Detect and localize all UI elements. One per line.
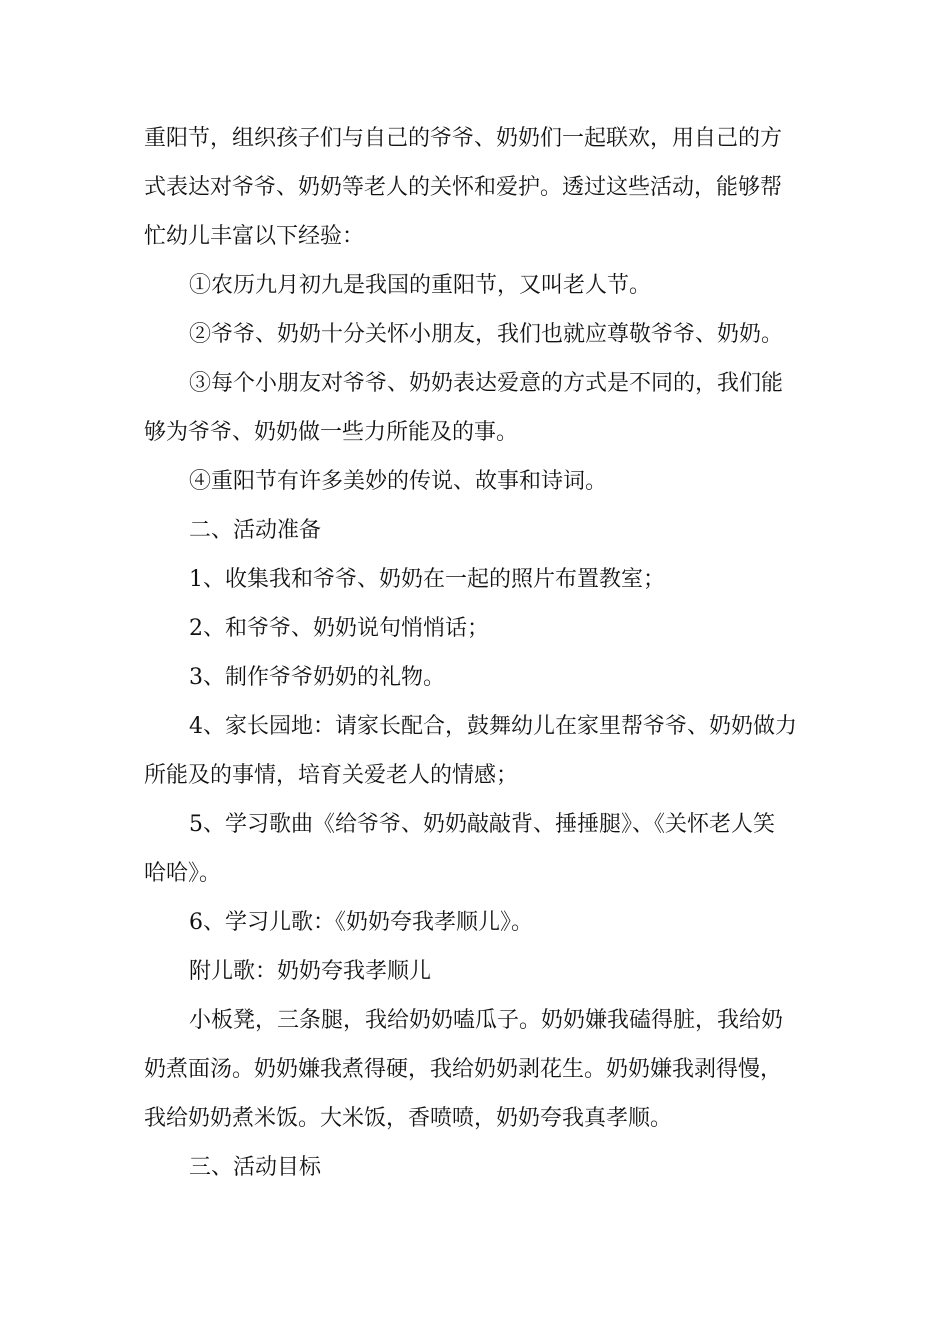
body-text-line: 所能及的事情，培育关爱老人的情感； — [144, 763, 519, 788]
body-text-line: 忙幼儿丰富以下经验： — [144, 224, 365, 249]
body-text-line: 哈哈》。 — [144, 861, 222, 886]
body-text-line: 式表达对爷爷、奶奶等老人的关怀和爱护。透过这些活动，能够帮 — [144, 175, 783, 200]
section-heading-preparation: 二、活动准备 — [189, 518, 322, 543]
preparation-item-6: 6、学习儿歌：《奶奶夸我孝顺儿》。 — [189, 910, 533, 935]
document-body — [144, 127, 814, 1205]
body-text-line: 够为爷爷、奶奶做一些力所能及的事。 — [144, 420, 519, 445]
preparation-item-3: 3、制作爷爷奶奶的礼物。 — [189, 665, 445, 690]
preparation-item-1: 1、收集我和爷爷、奶奶在一起的照片布置教室； — [189, 567, 665, 592]
nursery-rhyme-title: 附儿歌：奶奶夸我孝顺儿 — [189, 959, 432, 984]
nursery-rhyme-text: 我给奶奶煮米饭。大米饭，香喷喷，奶奶夸我真孝顺。 — [144, 1106, 673, 1131]
section-heading-objectives: 三、活动目标 — [189, 1155, 322, 1180]
experience-item-3: ③每个小朋友对爷爷、奶奶表达爱意的方式是不同的，我们能 — [189, 371, 784, 396]
preparation-item-2: 2、和爷爷、奶奶说句悄悄话； — [189, 616, 489, 641]
preparation-item-4: 4、家长园地：请家长配合，鼓舞幼儿在家里帮爷爷、奶奶做力 — [189, 714, 797, 739]
preparation-item-5: 5、学习歌曲《给爷爷、奶奶敲敲背、捶捶腿》、《关怀老人笑 — [189, 812, 775, 837]
nursery-rhyme-text: 小板凳，三条腿，我给奶奶嗑瓜子。奶奶嫌我磕得脏，我给奶 — [189, 1008, 784, 1033]
nursery-rhyme-text: 奶煮面汤。奶奶嫌我煮得硬，我给奶奶剥花生。奶奶嫌我剥得慢， — [144, 1057, 783, 1082]
experience-item-4: ④重阳节有许多美妙的传说、故事和诗词。 — [189, 469, 608, 494]
experience-item-2: ②爷爷、奶奶十分关怀小朋友，我们也就应尊敬爷爷、奶奶。 — [189, 322, 784, 347]
body-text-line: 重阳节，组织孩子们与自己的爷爷、奶奶们一起联欢，用自己的方 — [144, 126, 783, 151]
experience-item-1: ①农历九月初九是我国的重阳节，又叫老人节。 — [189, 273, 652, 298]
